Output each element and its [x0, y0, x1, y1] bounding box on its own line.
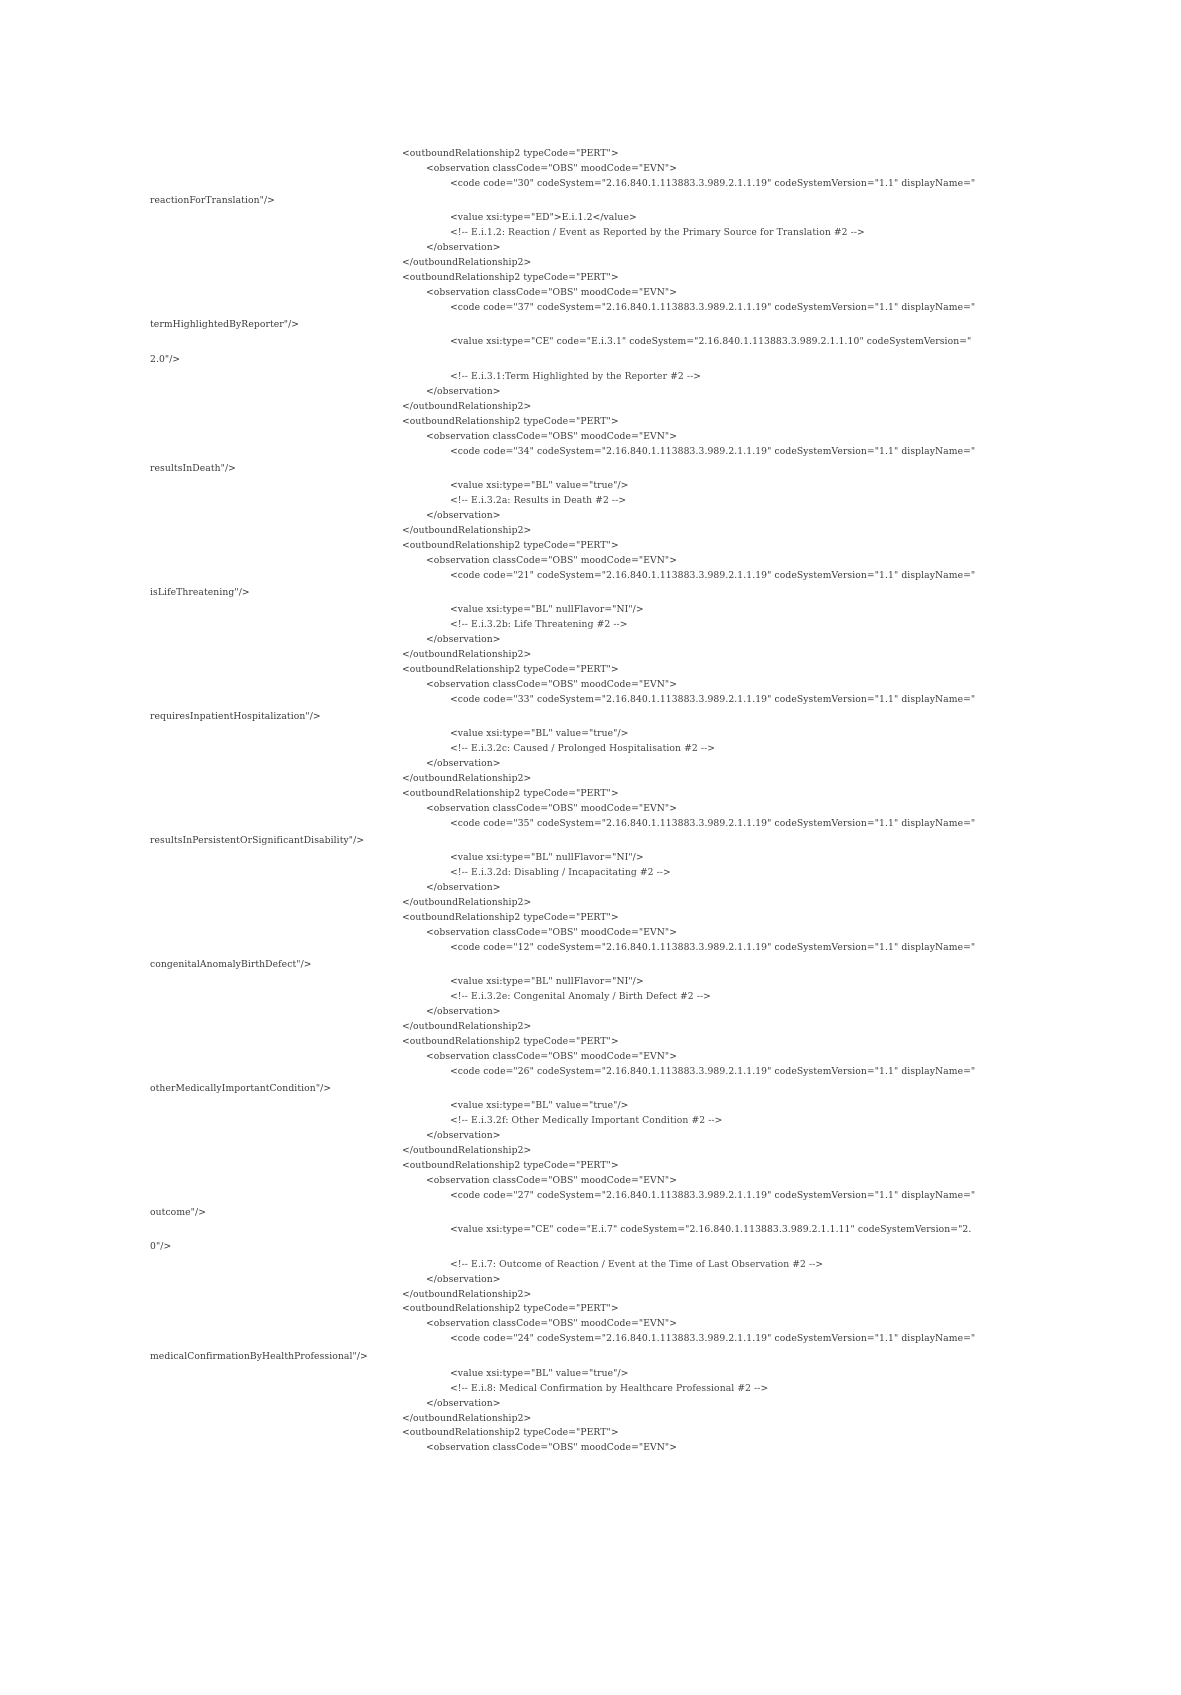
xml-code-line: <value xsi:type="BL" nullFlavor="NI"/> — [450, 976, 644, 988]
xml-code-line: <code code="30" codeSystem="2.16.840.1.113883.3.989.2.1.1.19" codeSystemVersion="1.1" displayName=" — [450, 177, 976, 189]
xml-code-line: </outboundRelationship2> — [402, 400, 532, 412]
xml-code-line: <observation classCode="OBS" moodCode="EVN"> — [426, 1174, 678, 1186]
xml-comment-line: <!-- E.i.3.2f: Other Medically Important Condition #2 --> — [450, 1115, 723, 1126]
xml-code-line: <value xsi:type="BL" value="true"/> — [450, 480, 629, 492]
xml-code-line: <value xsi:type="BL" nullFlavor="NI"/> — [450, 852, 644, 864]
xml-comment-line: <!-- E.i.7: Outcome of Reaction / Event at the Time of Last Observation #2 --> — [450, 1258, 824, 1270]
xml-code-line: resultsInDeath"/> — [150, 462, 236, 474]
xml-code-line: <value xsi:type="BL" nullFlavor="NI"/> — [450, 604, 644, 616]
xml-code-line: <value xsi:type="ED">E.i.1.2</value> — [450, 212, 637, 224]
xml-code-line: <observation classCode="OBS" moodCode="EVN"> — [426, 678, 678, 690]
xml-code-line: </outboundRelationship2> — [402, 772, 532, 784]
xml-code-line: </outboundRelationship2> — [402, 1020, 532, 1032]
xml-code-line: <value xsi:type="CE" code="E.i.3.1" codeSystem="2.16.840.1.113883.3.989.2.1.1.10" codeSystemVersion=" — [450, 336, 972, 348]
xml-code-line: <value xsi:type="BL" value="true"/> — [450, 1100, 629, 1112]
xml-code-line: 0"/> — [150, 1241, 172, 1253]
xml-code-line: <observation classCode="OBS" moodCode="EVN"> — [426, 1442, 678, 1454]
xml-code-line: <outboundRelationship2 typeCode="PERT"> — [402, 415, 619, 427]
xml-code-line: <code code="12" codeSystem="2.16.840.1.113883.3.989.2.1.1.19" codeSystemVersion="1.1" displayName=" — [450, 941, 976, 953]
xml-comment-line: <!-- E.i.3.2b: Life Threatening #2 --> — [450, 619, 628, 630]
xml-code-line: <observation classCode="OBS" moodCode="EVN"> — [426, 162, 678, 174]
xml-comment-line: <!-- E.i.3.1:Term Highlighted by the Reporter #2 --> — [450, 371, 702, 382]
xml-code-line: requiresInpatientHospitalization"/> — [150, 710, 321, 722]
xml-code-line: </observation> — [426, 1273, 501, 1285]
xml-code-line: congenitalAnomalyBirthDefect"/> — [150, 958, 312, 970]
xml-code-line: <outboundRelationship2 typeCode="PERT"> — [402, 272, 619, 283]
xml-listing-page — [150, 148, 1030, 1454]
xml-code-line: otherMedicallyImportantCondition"/> — [150, 1082, 332, 1094]
xml-code-line: resultsInPersistentOrSignificantDisability"/> — [150, 834, 365, 846]
xml-code-line: </outboundRelationship2> — [402, 257, 532, 269]
xml-code-line: <observation classCode="OBS" moodCode="EVN"> — [426, 1318, 678, 1330]
xml-code-line: termHighlightedByReporter"/> — [150, 319, 300, 331]
xml-code-line: <outboundRelationship2 typeCode="PERT"> — [402, 787, 619, 799]
xml-comment-line: <!-- E.i.3.2d: Disabling / Incapacitating #2 --> — [450, 867, 671, 878]
xml-comment-line: <!-- E.i.1.2: Reaction / Event as Reported by the Primary Source for Translation #2 --> — [450, 227, 865, 239]
xml-code-line: <outboundRelationship2 typeCode="PERT"> — [402, 1159, 619, 1171]
xml-code-line: <value xsi:type="BL" value="true"/> — [450, 1367, 629, 1379]
xml-code-line: <observation classCode="OBS" moodCode="EVN"> — [426, 926, 678, 938]
xml-code-line: <code code="26" codeSystem="2.16.840.1.113883.3.989.2.1.1.19" codeSystemVersion="1.1" displayName=" — [450, 1065, 976, 1077]
xml-comment-line: <!-- E.i.3.2c: Caused / Prolonged Hospitalisation #2 --> — [450, 743, 716, 754]
xml-code-line: </observation> — [426, 385, 501, 397]
xml-code-line: <value xsi:type="CE" code="E.i.7" codeSystem="2.16.840.1.113883.3.989.2.1.1.11" codeSystemVersion="2. — [450, 1224, 972, 1236]
xml-code-line: </observation> — [426, 509, 501, 521]
xml-code-line: </observation> — [426, 757, 501, 769]
xml-code-line: </observation> — [426, 881, 501, 893]
xml-code-line: isLifeThreatening"/> — [150, 586, 250, 598]
xml-code-line: </outboundRelationship2> — [402, 524, 532, 536]
xml-code-line: <code code="33" codeSystem="2.16.840.1.113883.3.989.2.1.1.19" codeSystemVersion="1.1" displayName=" — [450, 693, 976, 705]
xml-code-line: <code code="27" codeSystem="2.16.840.1.113883.3.989.2.1.1.19" codeSystemVersion="1.1" displayName=" — [450, 1189, 976, 1201]
xml-code-line: <outboundRelationship2 typeCode="PERT"> — [402, 911, 619, 923]
xml-code-line: </outboundRelationship2> — [402, 1288, 532, 1300]
xml-code-line: reactionForTranslation"/> — [150, 195, 275, 207]
xml-code-line: </outboundRelationship2> — [402, 648, 532, 660]
xml-code-line: <outboundRelationship2 typeCode="PERT"> — [402, 148, 619, 159]
xml-code-line: </outboundRelationship2> — [402, 1144, 532, 1156]
xml-comment-line: <!-- E.i.3.2e: Congenital Anomaly / Birth Defect #2 --> — [450, 991, 711, 1002]
xml-code-line: <outboundRelationship2 typeCode="PERT"> — [402, 539, 619, 551]
xml-code-line: <code code="21" codeSystem="2.16.840.1.113883.3.989.2.1.1.19" codeSystemVersion="1.1" displayName=" — [450, 569, 976, 581]
xml-code-line: <code code="37" codeSystem="2.16.840.1.113883.3.989.2.1.1.19" codeSystemVersion="1.1" displayName=" — [450, 301, 976, 313]
xml-code-line: <code code="34" codeSystem="2.16.840.1.113883.3.989.2.1.1.19" codeSystemVersion="1.1" displayName=" — [450, 445, 976, 457]
xml-code-line: <observation classCode="OBS" moodCode="EVN"> — [426, 430, 678, 442]
xml-code-line: 2.0"/> — [150, 353, 181, 365]
xml-code-line: <outboundRelationship2 typeCode="PERT"> — [402, 663, 619, 675]
xml-code-line: <observation classCode="OBS" moodCode="EVN"> — [426, 554, 678, 566]
xml-code-line: </observation> — [426, 1397, 501, 1409]
xml-code-line: <outboundRelationship2 typeCode="PERT"> — [402, 1303, 619, 1315]
xml-code-line: <observation classCode="OBS" moodCode="EVN"> — [426, 802, 678, 814]
xml-code-line: <observation classCode="OBS" moodCode="EVN"> — [426, 286, 678, 298]
xml-code-line: medicalConfirmationByHealthProfessional"/> — [150, 1350, 368, 1362]
xml-code-line: </observation> — [426, 633, 501, 645]
xml-code-line: <observation classCode="OBS" moodCode="EVN"> — [426, 1050, 678, 1062]
xml-code-line: </observation> — [426, 242, 501, 254]
xml-code-line: outcome"/> — [150, 1206, 206, 1218]
xml-code-line: </observation> — [426, 1005, 501, 1017]
xml-comment-line: <!-- E.i.8: Medical Confirmation by Healthcare Professional #2 --> — [450, 1382, 769, 1394]
xml-code-line: <value xsi:type="BL" value="true"/> — [450, 728, 629, 740]
xml-comment-line: <!-- E.i.3.2a: Results in Death #2 --> — [450, 495, 627, 506]
xml-code-line: </outboundRelationship2> — [402, 896, 532, 908]
xml-code-line: </observation> — [426, 1129, 501, 1141]
xml-code-line: <code code="24" codeSystem="2.16.840.1.113883.3.989.2.1.1.19" codeSystemVersion="1.1" displayName=" — [450, 1333, 976, 1345]
xml-code-line: <outboundRelationship2 typeCode="PERT"> — [402, 1427, 619, 1439]
xml-code-line: </outboundRelationship2> — [402, 1412, 532, 1424]
xml-code-line: <code code="35" codeSystem="2.16.840.1.113883.3.989.2.1.1.19" codeSystemVersion="1.1" displayName=" — [450, 817, 976, 829]
xml-code-line: <outboundRelationship2 typeCode="PERT"> — [402, 1035, 619, 1047]
